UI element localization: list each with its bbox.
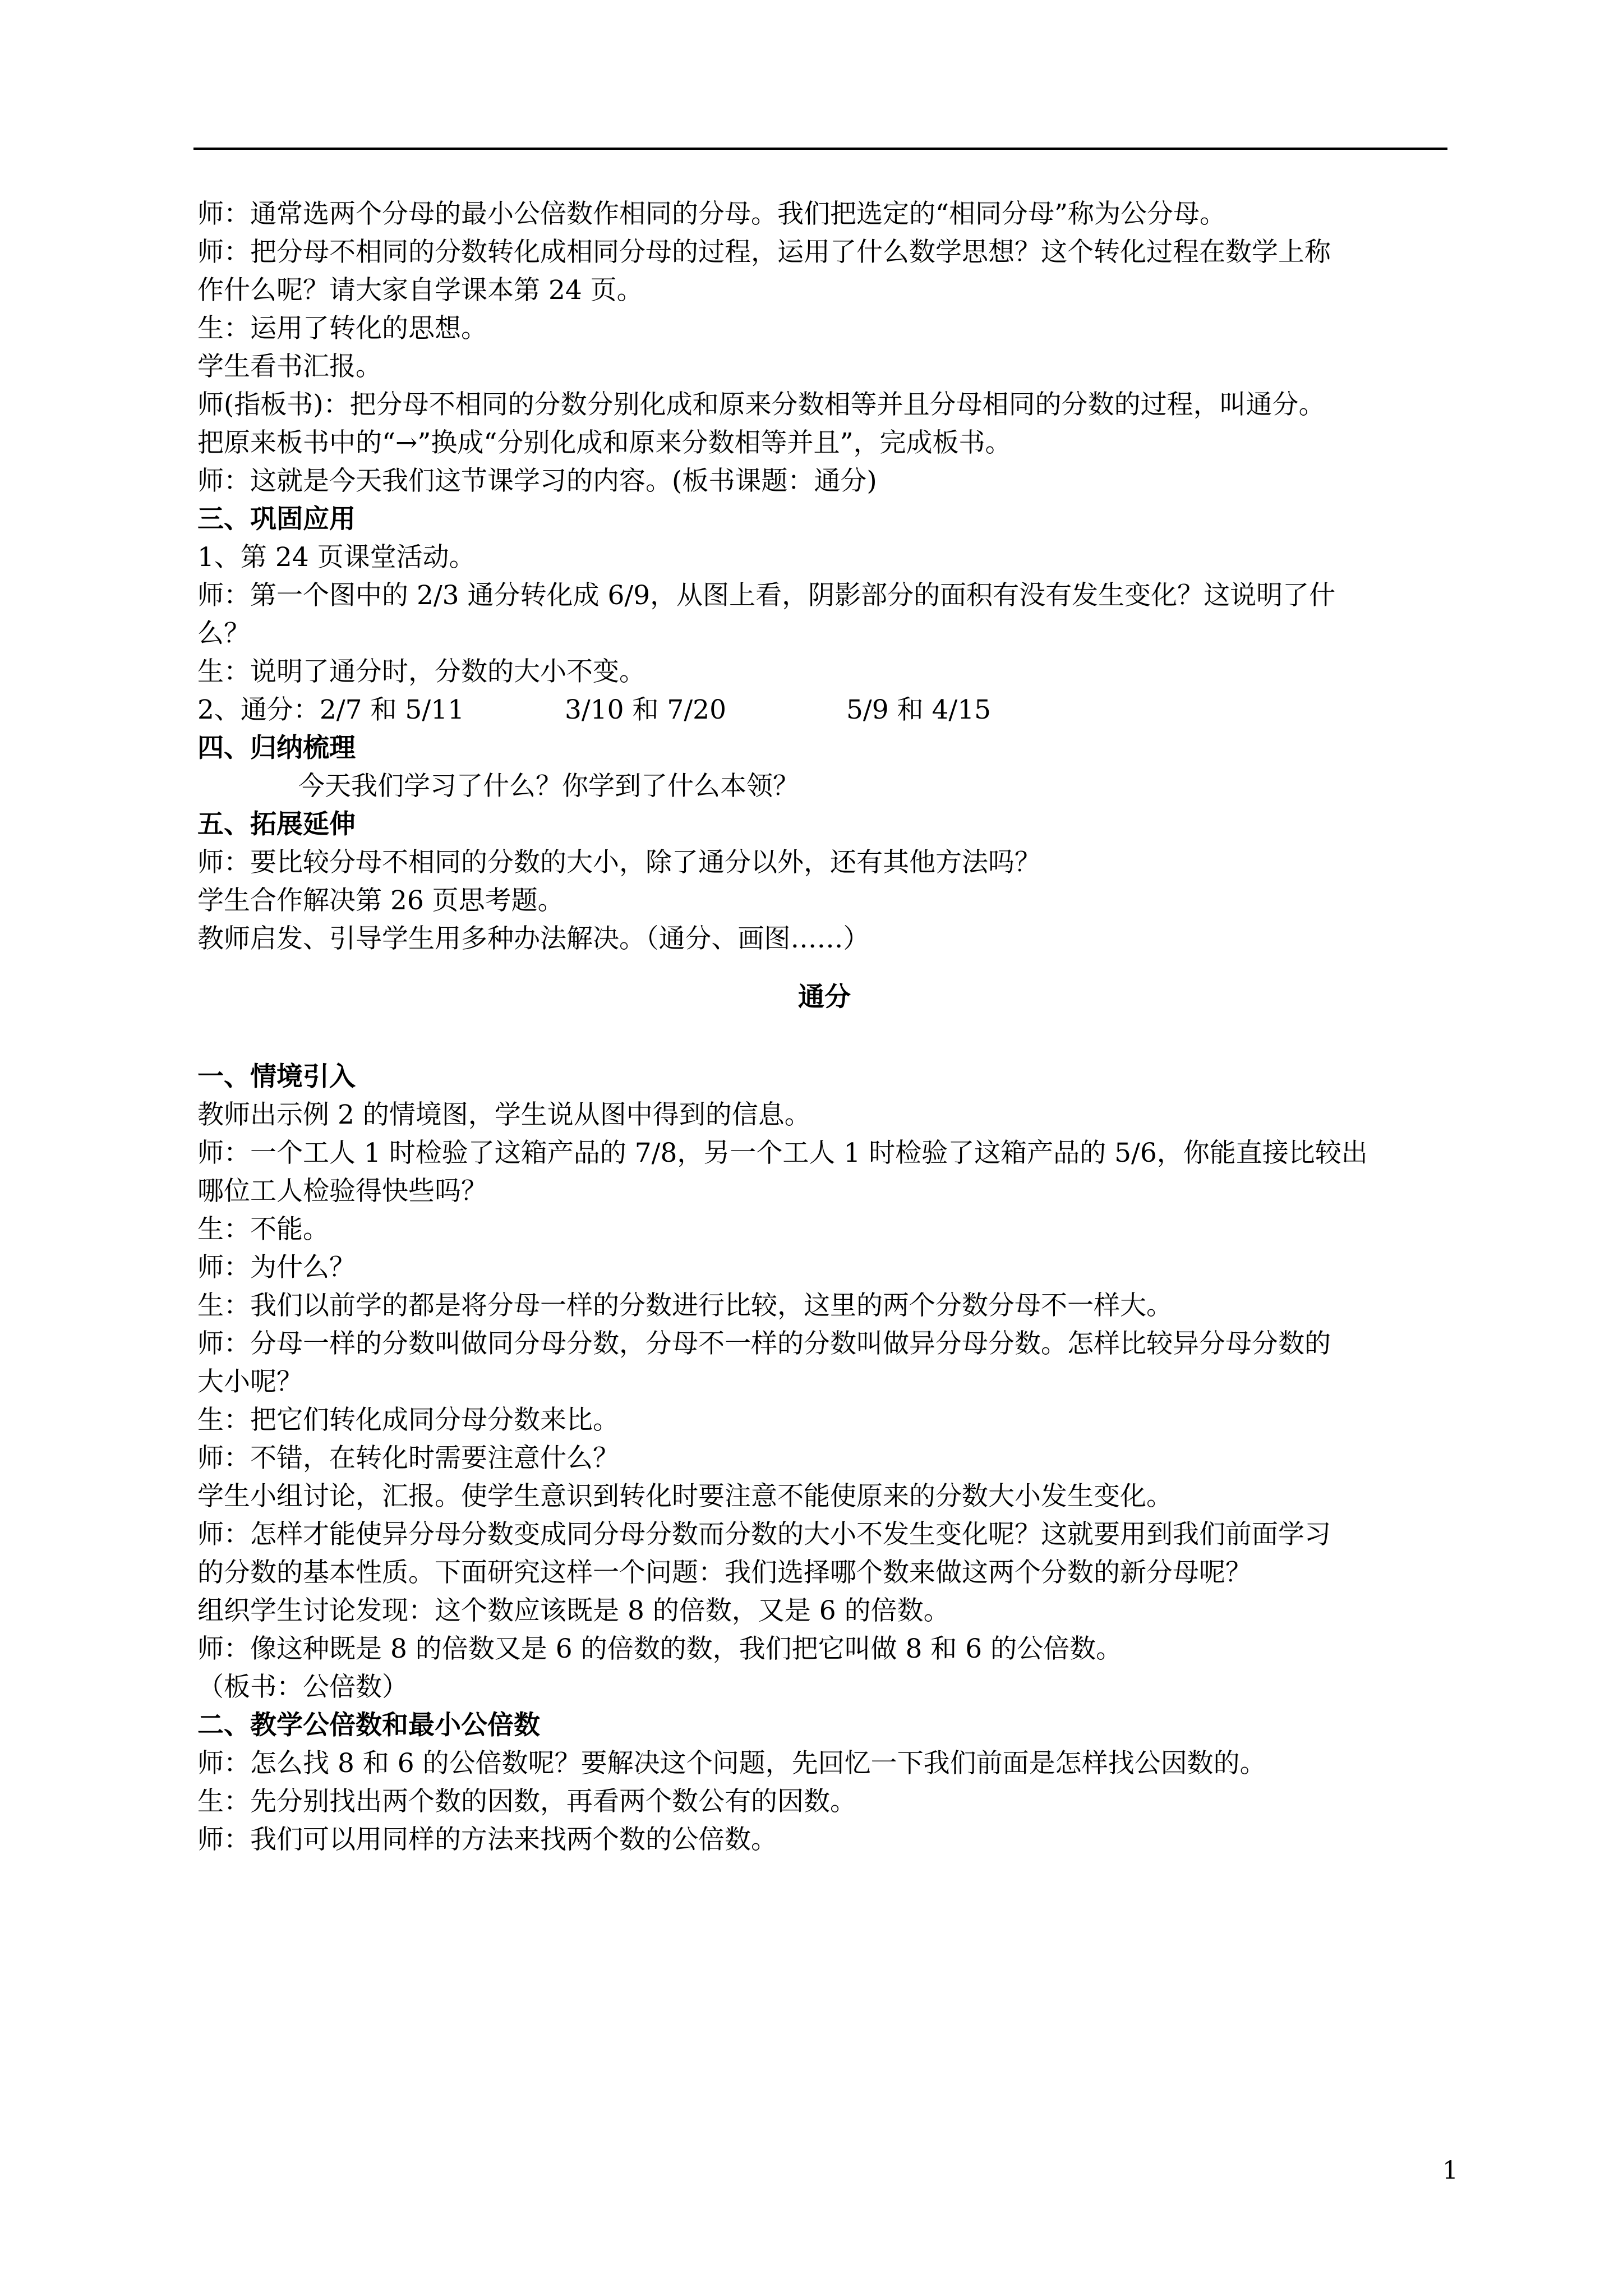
paragraph-line: 的分数的基本性质。下面研究这样一个问题：我们选择哪个数来做这两个分数的新分母呢？ xyxy=(197,1557,1252,1588)
paragraph-line: 师：分母一样的分数叫做同分母分数，分母不一样的分数叫做异分母分数。怎样比较异分母分数的 xyxy=(197,1328,1331,1359)
paragraph-line: 师：要比较分母不相同的分数的大小，除了通分以外，还有其他方法吗？ xyxy=(197,847,1041,878)
lesson-title: 通分 xyxy=(798,982,851,1013)
header-rule xyxy=(193,148,1447,150)
section-heading: 五、拓展延伸 xyxy=(197,809,356,840)
page-number: 1 xyxy=(1442,2156,1458,2185)
paragraph-line: 生：把它们转化成同分母分数来比。 xyxy=(197,1405,619,1435)
paragraph-line: 教师出示例 2 的情境图，学生说从图中得到的信息。 xyxy=(197,1099,811,1130)
paragraph-line: 组织学生讨论发现：这个数应该既是 8 的倍数，又是 6 的倍数。 xyxy=(197,1595,950,1626)
paragraph-line: 师：我们可以用同样的方法来找两个数的公倍数。 xyxy=(197,1824,777,1855)
section-heading: 二、教学公倍数和最小公倍数 xyxy=(197,1710,540,1741)
practice-item: 2、通分：2/7 和 5/11 xyxy=(197,694,464,725)
paragraph-line: 把原来板书中的“→”换成“分别化成和原来分数相等并且”，完成板书。 xyxy=(197,427,1012,458)
paragraph-line: 学生小组讨论，汇报。使学生意识到转化时要注意不能使原来的分数大小发生变化。 xyxy=(197,1481,1173,1512)
paragraph-line: 师：像这种既是 8 的倍数又是 6 的倍数的数，我们把它叫做 8 和 6 的公倍数。 xyxy=(197,1634,1123,1664)
paragraph-line: 生：先分别找出两个数的因数，再看两个数公有的因数。 xyxy=(197,1786,856,1817)
paragraph-line: 师：怎样才能使异分母分数变成同分母分数而分数的大小不发生变化呢？这就要用到我们前面学习 xyxy=(197,1519,1331,1550)
practice-line xyxy=(197,691,1451,729)
paragraph-line: 师：把分母不相同的分数转化成相同分母的过程，运用了什么数学思想？这个转化过程在数学上称 xyxy=(197,237,1331,268)
document-body xyxy=(197,195,1451,1859)
paragraph-line: 大小呢？ xyxy=(197,1366,303,1397)
paragraph-line: 学生合作解决第 26 页思考题。 xyxy=(197,885,564,916)
paragraph-line: 师：不错，在转化时需要注意什么？ xyxy=(197,1443,619,1474)
practice-item: 5/9 和 4/15 xyxy=(846,694,992,725)
paragraph-line: 师：通常选两个分母的最小公倍数作相同的分母。我们把选定的“相同分母”称为公分母。 xyxy=(197,199,1227,229)
paragraph-line: 师：怎么找 8 和 6 的公倍数呢？要解决这个问题，先回忆一下我们前面是怎样找公因数的。 xyxy=(197,1748,1266,1779)
paragraph-line: 学生看书汇报。 xyxy=(197,351,382,382)
paragraph-line: 生：说明了通分时，分数的大小不变。 xyxy=(197,656,645,687)
paragraph-line: 师：第一个图中的 2/3 通分转化成 6/9，从图上看，阴影部分的面积有没有发生变化？这说明了什 xyxy=(197,580,1336,611)
paragraph-line: 作什么呢？请大家自学课本第 24 页。 xyxy=(197,275,643,306)
paragraph-line: 生：我们以前学的都是将分母一样的分数进行比较，这里的两个分数分母不一样大。 xyxy=(197,1290,1173,1321)
paragraph-line: 生：不能。 xyxy=(197,1214,329,1245)
paragraph-line: 教师启发、引导学生用多种办法解决。（通分、画图……） xyxy=(197,923,870,954)
paragraph-line: 么？ xyxy=(197,618,250,649)
paragraph-line: 今天我们学习了什么？你学到了什么本领？ xyxy=(298,771,799,802)
section-heading: 一、情境引入 xyxy=(197,1061,356,1092)
paragraph-line: 1、第 24 页课堂活动。 xyxy=(197,542,476,573)
paragraph-line: 哪位工人检验得快些吗？ xyxy=(197,1176,487,1207)
paragraph-line: 师：一个工人 1 时检验了这箱产品的 7/8，另一个工人 1 时检验了这箱产品的 5/6，你能直接比较出 xyxy=(197,1138,1368,1168)
paragraph-line: 师：为什么？ xyxy=(197,1252,356,1283)
paragraph-line: 师(指板书)：把分母不相同的分数分别化成和原来分数相等并且分母相同的分数的过程，叫通分。 xyxy=(197,389,1325,420)
practice-item: 3/10 和 7/20 xyxy=(565,694,726,725)
paragraph-line: 师：这就是今天我们这节课学习的内容。(板书课题：通分) xyxy=(197,466,877,496)
section-heading: 三、巩固应用 xyxy=(197,504,356,535)
paragraph-line: 生：运用了转化的思想。 xyxy=(197,313,487,344)
paragraph-line: （板书：公倍数） xyxy=(197,1672,408,1703)
section-heading: 四、归纳梳理 xyxy=(197,733,356,763)
